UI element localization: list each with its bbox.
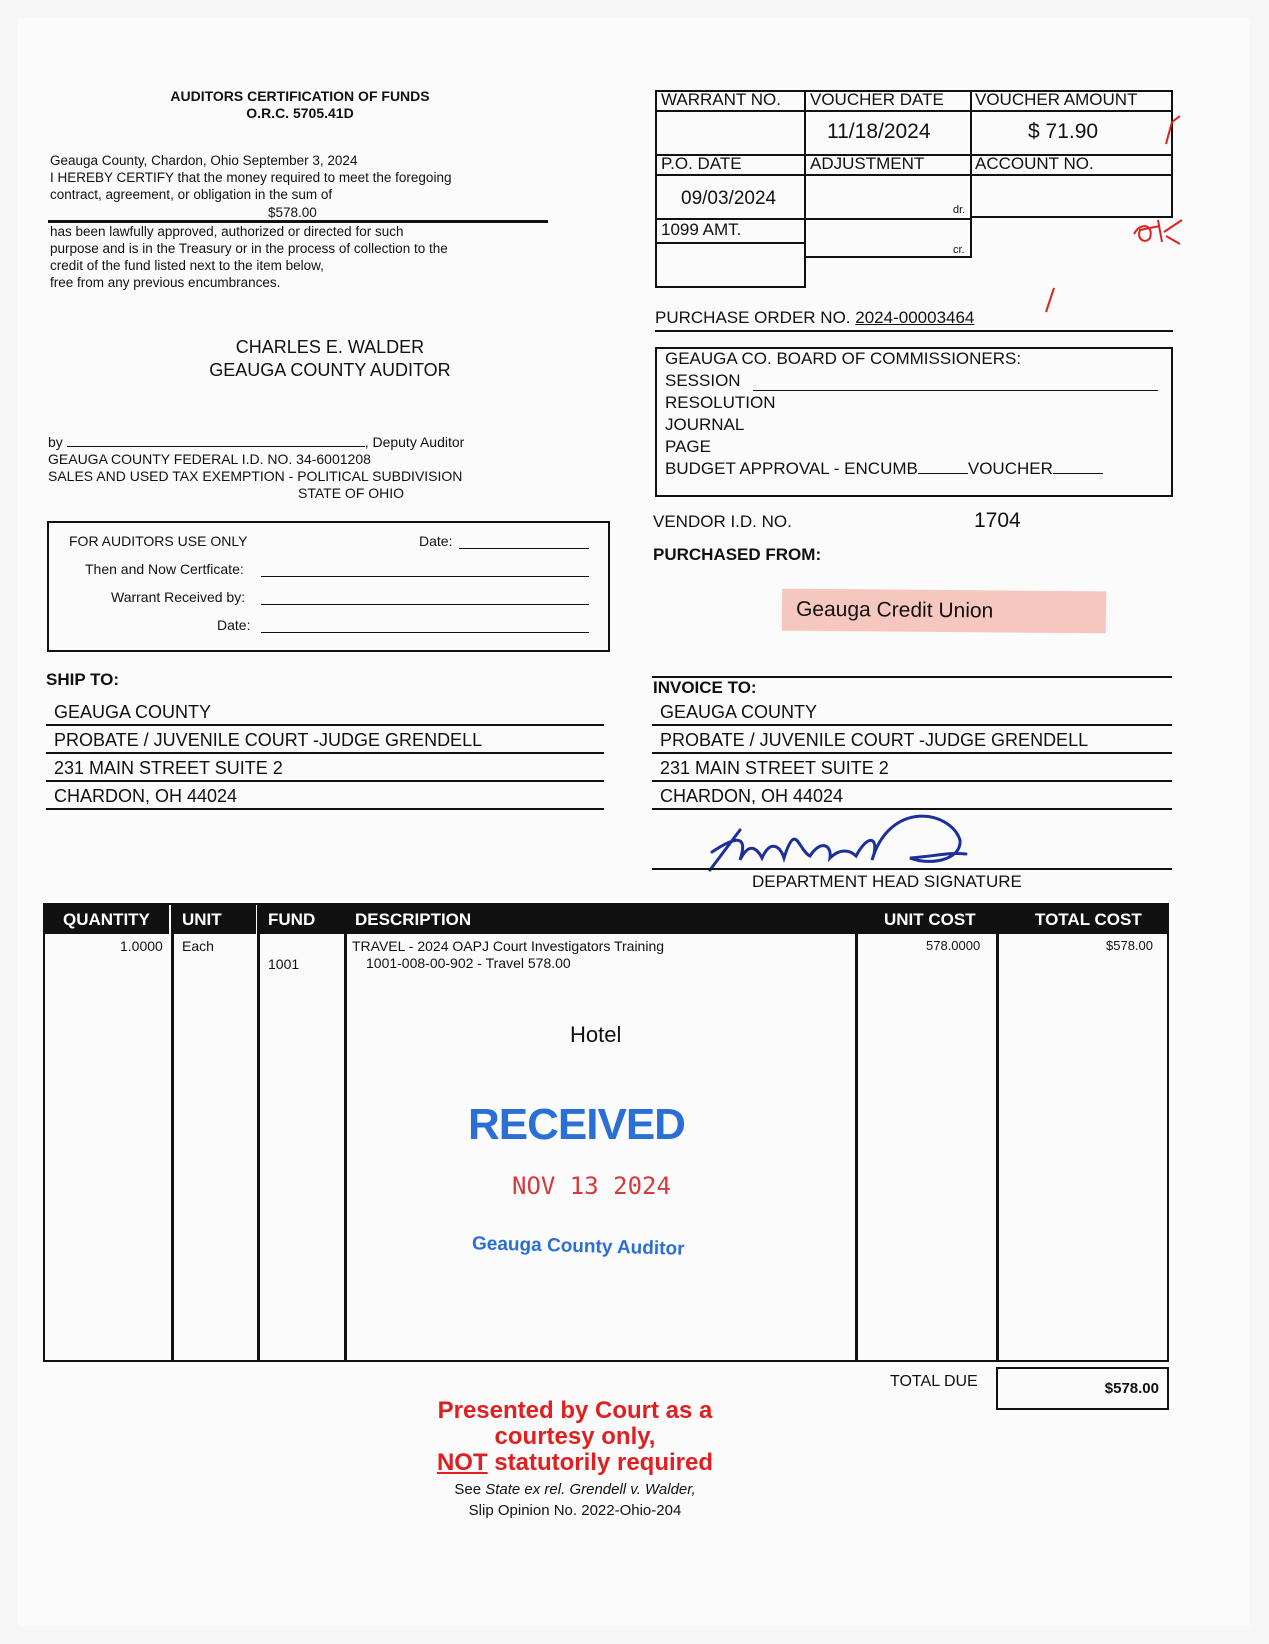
check-mark-icon [1160, 114, 1190, 148]
board-session-field[interactable] [753, 389, 1158, 391]
invoice-to-line-4: CHARDON, OH 44024 [652, 782, 1172, 810]
board-resolution: RESOLUTION [665, 393, 776, 412]
cr-label: cr. [953, 244, 965, 256]
warrant-received-label: Warrant Received by: [111, 589, 246, 605]
then-now-field[interactable] [261, 575, 589, 577]
certification-title-line2: O.R.C. 5705.41D [246, 105, 354, 121]
invoice-to-title: INVOICE TO: [653, 678, 757, 697]
ship-to-line-2: PROBATE / JUVENILE COURT -JUDGE GRENDELL [46, 726, 604, 754]
item-description-line2: 1001-008-00-902 - Travel 578.00 [366, 955, 571, 971]
board-page: PAGE [665, 437, 711, 456]
auditor-name: CHARLES E. WALDER [235, 337, 425, 357]
header-unit: UNIT [174, 905, 256, 934]
certification-approved-line2: purpose and is in the Treasury or in the process of collection to the [50, 241, 448, 256]
item-unit: Each [182, 938, 214, 954]
vendor-id-label: VENDOR I.D. NO. [653, 512, 792, 531]
item-fund: 1001 [268, 956, 300, 972]
second-header-rule [655, 174, 1173, 176]
vendor-id-value: 1704 [974, 509, 1021, 532]
auditors-use-box [47, 521, 610, 652]
certification-approved-line1: has been lawfully approved, authorized or directed for such [50, 224, 404, 239]
board-budget-approval [665, 459, 1103, 479]
col-separator [257, 903, 260, 1362]
warrant-voucher-table [655, 90, 1173, 290]
auditors-use-date-field[interactable] [459, 547, 589, 549]
certification-certify-line1: I HEREBY CERTIFY that the money required to meet the foregoing [50, 170, 452, 185]
certification-text [50, 152, 550, 203]
ship-to-line-4: CHARDON, OH 44024 [46, 782, 604, 810]
initials-mark-icon [1130, 216, 1190, 246]
header-fund: FUND [260, 905, 344, 934]
dr-label: dr. [953, 204, 966, 216]
certification-approved-line3: credit of the fund listed next to the item below, [50, 258, 324, 273]
col-separator [855, 903, 858, 1362]
court-note-case: State ex rel. Grendell v. Walder, [485, 1481, 696, 1498]
po-date-label: P.O. DATE [661, 154, 742, 173]
signature-label: DEPARTMENT HEAD SIGNATURE [752, 872, 1022, 891]
state-label: STATE OF OHIO [298, 485, 405, 501]
item-total-cost: $578.00 [1106, 938, 1153, 953]
header-quantity: QUANTITY [45, 905, 169, 934]
board-session: SESSION [665, 371, 741, 390]
auditors-use-date2-label: Date: [217, 617, 251, 633]
total-due-label: TOTAL DUE [890, 1373, 978, 1390]
purchase-order-line [655, 308, 1173, 332]
federal-id: GEAUGA COUNTY FEDERAL I.D. NO. 34-6001208 [48, 451, 371, 467]
amt-1099-label: 1099 AMT. [661, 220, 742, 239]
signature-line [652, 868, 1172, 870]
deputy-signature-line[interactable] [67, 434, 365, 447]
tax-exemption: SALES AND USED TAX EXEMPTION - POLITICAL SUBDIVISION [48, 468, 463, 484]
certification-certify-line2: contract, agreement, or obligation in the sum of [50, 187, 333, 202]
ship-to-title: SHIP TO: [46, 670, 120, 689]
budget-voucher-label: VOUCHER [967, 459, 1053, 478]
ship-to-line-1: GEAUGA COUNTY [46, 698, 604, 726]
purchase-order-number: 2024-00003464 [855, 308, 975, 327]
court-note-line3-rest: statutorily required [487, 1449, 714, 1476]
then-now-label: Then and Now Certficate: [85, 561, 244, 577]
budget-approval-label: BUDGET APPROVAL - ENCUMB [665, 459, 918, 478]
received-stamp-office: Geauga County Auditor [471, 1233, 685, 1260]
auditor-signature-block [160, 336, 500, 382]
voucher-date-label: VOUCHER DATE [810, 90, 944, 109]
total-due-value: $578.00 [996, 1367, 1169, 1410]
voucher-date-value: 11/18/2024 [827, 120, 931, 143]
court-note-citation [360, 1479, 790, 1500]
purchased-from-label: PURCHASED FROM: [653, 545, 822, 564]
court-note-line2: courtesy only, [494, 1423, 656, 1450]
voucher-amount-value: $ 71.90 [1028, 120, 1099, 143]
court-note [360, 1398, 790, 1521]
ship-to-line-3: 231 MAIN STREET SUITE 2 [46, 754, 604, 782]
header-total-cost: TOTAL COST [999, 905, 1167, 934]
certification-location-date: Geauga County, Chardon, Ohio September 3, 2024 [50, 153, 358, 168]
item-quantity: 1.0000 [120, 938, 163, 954]
vendor-name-highlight: Geauga Credit Union [782, 589, 1106, 634]
court-note-line1: Presented by Court as a [437, 1397, 713, 1424]
purchase-order-label: PURCHASE ORDER NO. [655, 308, 851, 327]
adjustment-label: ADJUSTMENT [810, 154, 925, 173]
deputy-label: , Deputy Auditor [364, 434, 465, 450]
invoice-to-line-2: PROBATE / JUVENILE COURT -JUDGE GRENDELL [652, 726, 1172, 754]
certification-amount: $578.00 [268, 205, 317, 220]
header-unit-cost: UNIT COST [858, 905, 996, 934]
received-stamp-date: NOV 13 2024 [512, 1172, 671, 1200]
item-description-line1: TRAVEL - 2024 OAPJ Court Investigators Training [352, 938, 665, 954]
item-unit-cost: 578.0000 [926, 938, 981, 953]
court-note-slip: Slip Opinion No. 2022-Ohio-204 [468, 1502, 682, 1519]
item-note-hotel: Hotel [570, 1022, 622, 1047]
court-note-see: See [454, 1481, 486, 1498]
auditors-use-title: FOR AUDITORS USE ONLY [69, 533, 248, 549]
by-label: by [48, 434, 63, 450]
invoice-to-line-3: 231 MAIN STREET SUITE 2 [652, 754, 1172, 782]
invoice-to-line-1: GEAUGA COUNTY [652, 698, 1172, 726]
board-commissioners-box [655, 347, 1173, 497]
court-note-line3 [360, 1450, 790, 1476]
header-description: DESCRIPTION [347, 905, 855, 934]
po-date-value: 09/03/2024 [681, 188, 777, 209]
auditors-use-date2-field[interactable] [261, 631, 589, 633]
warrant-no-label: WARRANT NO. [661, 90, 781, 109]
dr-rule [804, 218, 972, 220]
col-separator [996, 903, 999, 1362]
amt-1099-rule [655, 242, 806, 244]
deputy-auditor-block [48, 434, 568, 502]
voucher-amount-label: VOUCHER AMOUNT [975, 90, 1138, 109]
account-no-label: ACCOUNT NO. [975, 154, 1094, 173]
board-journal: JOURNAL [665, 415, 745, 434]
court-note-not: NOT [436, 1449, 488, 1476]
certification-title [150, 88, 450, 122]
received-stamp: RECEIVED [468, 1100, 685, 1149]
certification-approval-text [50, 223, 550, 291]
col-separator [171, 903, 174, 1362]
board-title: GEAUGA CO. BOARD OF COMMISSIONERS: [665, 349, 1022, 368]
certification-approved-line4: free from any previous encumbrances. [50, 275, 281, 290]
auditor-title: GEAUGA COUNTY AUDITOR [209, 360, 451, 380]
warrant-received-field[interactable] [261, 603, 589, 605]
header-rule [655, 110, 1173, 112]
certification-title-line1: AUDITORS CERTIFICATION OF FUNDS [170, 88, 430, 104]
col-separator [344, 903, 347, 1362]
auditors-use-date-label: Date: [419, 533, 453, 549]
